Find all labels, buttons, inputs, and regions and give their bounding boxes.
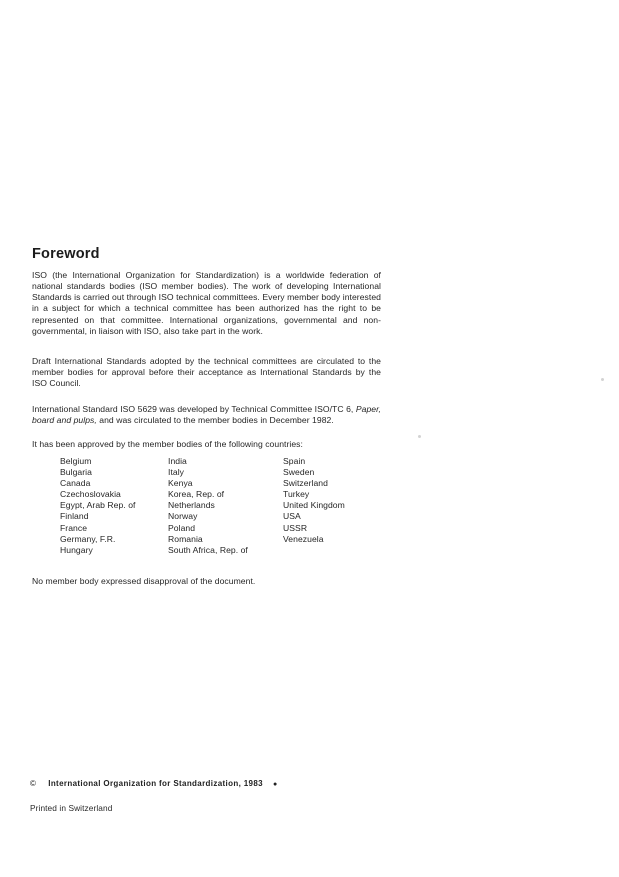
countries-column-1 [60, 456, 135, 556]
country-name: Romania [168, 533, 203, 544]
country-name: Norway [168, 511, 198, 522]
country-name: Egypt, Arab Rep. of [60, 500, 136, 511]
country-name: Hungary [60, 544, 93, 555]
paragraph-standard-development [32, 404, 381, 427]
country-name: United Kingdom [283, 500, 345, 511]
country-name: South Africa, Rep. of [168, 544, 248, 555]
country-name: Switzerland [283, 478, 328, 489]
copyright-text: International Organization for Standardization, 1983 [48, 779, 263, 788]
country-name: USSR [283, 522, 308, 533]
country-name: Kenya [168, 478, 193, 489]
country-name: Finland [60, 511, 89, 522]
approval-intro-line: It has been approved by the member bodies of the following countries: [32, 438, 303, 449]
country-name: India [168, 456, 187, 466]
bullet-icon: ● [272, 781, 278, 788]
standard-subject-italic: Paper, board and pulps, [32, 403, 381, 425]
country-name: Sweden [283, 467, 315, 478]
country-name: Korea, Rep. of [168, 489, 225, 500]
paragraph-text: International Standard ISO 5629 was developed by Technical Committee ISO/TC 6, [32, 403, 356, 414]
copyright-line [30, 779, 278, 788]
country-name: Canada [60, 478, 91, 489]
paragraph-text: and was circulated to the member bodies in December 1982. [96, 414, 334, 425]
paragraph-draft-standards: Draft International Standards adopted by the technical committees are circulated to the member bodies for approval before their acceptance as International Standards by the ISO Council. [32, 355, 381, 389]
country-name: Spain [283, 456, 306, 466]
paragraph-iso-intro: ISO (the International Organization for Standardization) is a worldwide federation of national standards bodies (ISO member bodies). The work of developing International Standards is carried out through ISO technical committees. Every member body interested in a subject for which a technical committee has been authorized has the right to be represented on that committee. International organizations, governmental and non-governmental, in liaison with ISO, also take part in the work. [32, 269, 381, 337]
page-title: Foreword [32, 245, 100, 262]
country-name: Poland [168, 522, 196, 533]
country-name: Italy [168, 467, 185, 478]
printed-in-line: Printed in Switzerland [30, 803, 113, 813]
country-name: USA [283, 511, 301, 522]
countries-column-3 [283, 456, 345, 545]
copyright-icon: © [30, 779, 37, 788]
country-name: Czechoslovakia [60, 489, 121, 500]
country-name: Turkey [283, 489, 310, 500]
country-name: Netherlands [168, 500, 215, 511]
countries-column-2 [168, 456, 248, 556]
country-name: France [60, 522, 88, 533]
disapproval-note: No member body expressed disapproval of the document. [32, 575, 256, 586]
country-name: Bulgaria [60, 467, 92, 478]
country-name: Germany, F.R. [60, 533, 116, 544]
scan-speck [418, 435, 421, 438]
country-name: Venezuela [283, 533, 324, 544]
scan-speck [601, 378, 604, 381]
country-name: Belgium [60, 456, 92, 466]
